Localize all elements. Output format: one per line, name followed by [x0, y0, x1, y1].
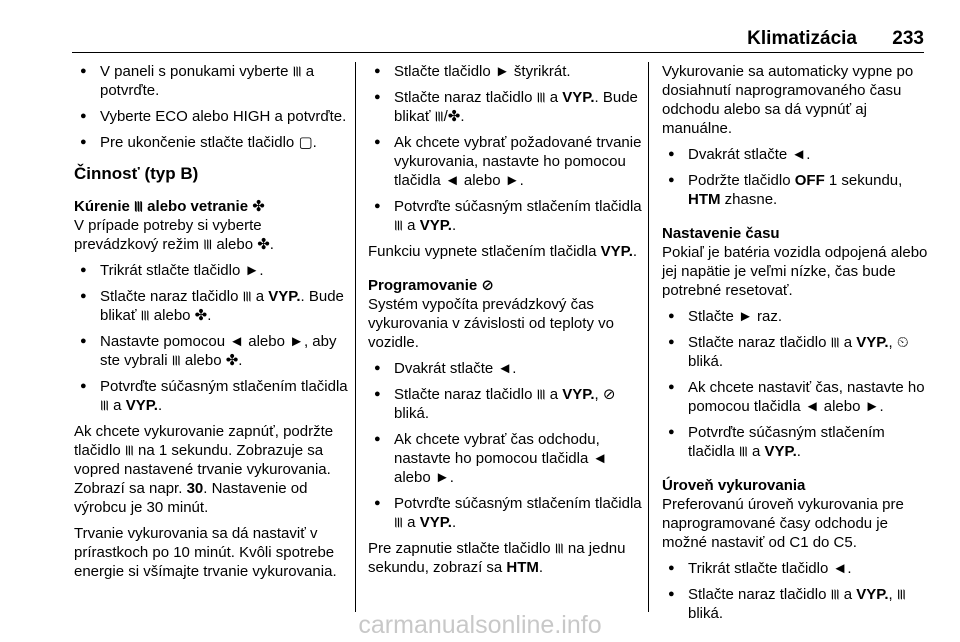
button-label: VYP.	[764, 443, 797, 460]
column-3	[662, 62, 932, 630]
subheading: Nastavenie času	[662, 225, 780, 242]
text: Funkciu vypnete stlačením tlačidla	[368, 243, 601, 260]
button-label: VYP.	[419, 217, 452, 234]
text: zhasne.	[720, 191, 778, 208]
paragraph: Systém vypočíta prevádzkový čas vykurovania v závislosti od teploty vo vozidle.	[368, 296, 614, 351]
paragraph	[368, 539, 642, 577]
text: Ak chcete vykurovanie zapnúť, podržte tlačidlo ꠲ na 1 sekundu. Zobrazuje sa vopred nastavené trvanie vykurovania. Zobrazí sa napr.	[74, 423, 334, 497]
bullet-item: ● Dvakrát stlačte ◄.	[662, 145, 932, 164]
bullet-item: ● Vyberte ECO alebo HIGH a potvrďte.	[74, 107, 348, 126]
paragraph	[368, 242, 642, 261]
bullet-item: ● V paneli s ponukami vyberte ꠲ a potvrďte.	[74, 62, 348, 100]
button-label: VYP.	[419, 514, 452, 531]
text: Pre zapnutie stlačte tlačidlo ꠲ na jednu sekundu, zobrazí sa	[368, 540, 626, 576]
button-label: VYP.	[856, 334, 889, 351]
section-heading: Činnosť (typ B)	[74, 164, 199, 183]
button-label: VYP.	[562, 89, 595, 106]
bullet-item	[368, 494, 642, 532]
text: .	[796, 443, 801, 460]
text: .	[451, 217, 457, 234]
bullet-item	[74, 377, 348, 415]
text: Stlačte naraz tlačidlo ꠲ a	[688, 586, 857, 603]
text: . Bude blikať ꠲ alebo ✤.	[100, 288, 344, 324]
bullet-item: ● Ak chcete nastaviť čas, nastavte ho pomocou tlačidla ◄ alebo ►.	[662, 378, 932, 416]
bullet-item	[368, 197, 642, 235]
paragraph: Preferovanú úroveň vykurovania pre naprogramované časy odchodu je možné nastaviť od C1 do C5.	[662, 496, 904, 551]
text: Stlačte naraz tlačidlo ꠲ a	[394, 386, 563, 403]
text: Potvrďte súčasným stlačením tlačidla ꠲ a	[100, 378, 348, 414]
paragraph: Pokiaľ je batéria vozidla odpojená alebo jej napätie je veľmi nízke, čas bude potrebné resetovať.	[662, 244, 928, 299]
text: Potvrďte súčasným stlačením tlačidla ꠲ a	[688, 424, 885, 460]
subheading: Úroveň vykurovania	[662, 477, 806, 494]
bullet-item: ● Ak chcete vybrať požadované trvanie vykurovania, nastavte ho pomocou tlačidla ◄ alebo ►.	[368, 133, 642, 190]
paragraph	[74, 422, 348, 517]
paragraph: V prípade potreby si vyberte prevádzkový režim ꠲ alebo ✤.	[74, 217, 274, 253]
text: Stlačte naraz tlačidlo ꠲ a	[100, 288, 269, 305]
page-number: 233	[892, 28, 924, 49]
text: 1 sekundu,	[824, 172, 903, 189]
button-label: VYP.	[562, 386, 595, 403]
bullet-item: ● Trikrát stlačte tlačidlo ◄.	[662, 559, 932, 578]
text: Podržte tlačidlo	[688, 172, 795, 189]
button-label: OFF	[794, 172, 825, 189]
text: Potvrďte súčasným stlačením tlačidla ꠲ a	[394, 495, 642, 531]
bullet-item	[368, 385, 642, 423]
header-divider	[72, 52, 924, 53]
bullet-item: ● Nastavte pomocou ◄ alebo ►, aby ste vybrali ꠲ alebo ✤.	[74, 332, 348, 370]
text: .	[632, 243, 638, 260]
section-title: Klimatizácia	[747, 28, 857, 49]
text: , ⏲ bliká.	[688, 334, 909, 370]
display-label: HTM	[506, 559, 539, 576]
text: , ⊘ bliká.	[394, 386, 616, 422]
example-value: 30	[186, 480, 204, 497]
display-label: HTM	[688, 191, 721, 208]
subheading: Programovanie ⊘	[368, 277, 494, 294]
bullet-item	[74, 287, 348, 325]
bullet-item: ● Trikrát stlačte tlačidlo ►.	[74, 261, 348, 280]
column-1	[74, 62, 348, 588]
button-label: VYP.	[268, 288, 301, 305]
bullet-item: ● Stlačte tlačidlo ► štyrikrát.	[368, 62, 642, 81]
column-divider-2	[648, 62, 649, 612]
bullet-item	[368, 88, 642, 126]
button-label: VYP.	[125, 397, 158, 414]
paragraph: Trvanie vykurovania sa dá nastaviť v prírastkoch po 10 minút. Kvôli spotrebe energie si všímajte trvanie vykurovania.	[74, 525, 337, 580]
text: . Nastavenie od výrobcu je 30 minút.	[74, 480, 308, 516]
subheading: Kúrenie ꠲ alebo vetranie ✤	[74, 198, 265, 215]
text: . Bude blikať ꠲/✤.	[394, 89, 638, 125]
button-label: VYP.	[856, 586, 889, 603]
text: Stlačte naraz tlačidlo ꠲ a	[394, 89, 563, 106]
bullet-item: ● Dvakrát stlačte ◄.	[368, 359, 642, 378]
text: Stlačte naraz tlačidlo ꠲ a	[688, 334, 857, 351]
bullet-item: ● Stlačte ► raz.	[662, 307, 932, 326]
text: .	[538, 559, 544, 576]
page-header	[0, 0, 960, 50]
bullet-item: ● Pre ukončenie stlačte tlačidlo ▢.	[74, 133, 348, 152]
bullet-item: ● Ak chcete vybrať čas odchodu, nastavte ho pomocou tlačidla ◄ alebo ►.	[368, 430, 642, 487]
watermark: carmanualsonline.info	[358, 611, 602, 639]
text: , ꠲ bliká.	[688, 586, 906, 622]
text: Potvrďte súčasným stlačením tlačidla ꠲ a	[394, 198, 642, 234]
bullet-item	[662, 171, 932, 209]
bullet-item	[662, 423, 932, 461]
text: .	[451, 514, 457, 531]
text: .	[157, 397, 163, 414]
column-2	[368, 62, 642, 584]
paragraph: Vykurovanie sa automaticky vypne po dosiahnutí naprogramovaného času odchodu alebo sa dá vypnúť aj manuálne.	[662, 63, 914, 137]
column-divider-1	[355, 62, 356, 612]
button-label: VYP.	[600, 243, 633, 260]
bullet-item	[662, 333, 932, 371]
